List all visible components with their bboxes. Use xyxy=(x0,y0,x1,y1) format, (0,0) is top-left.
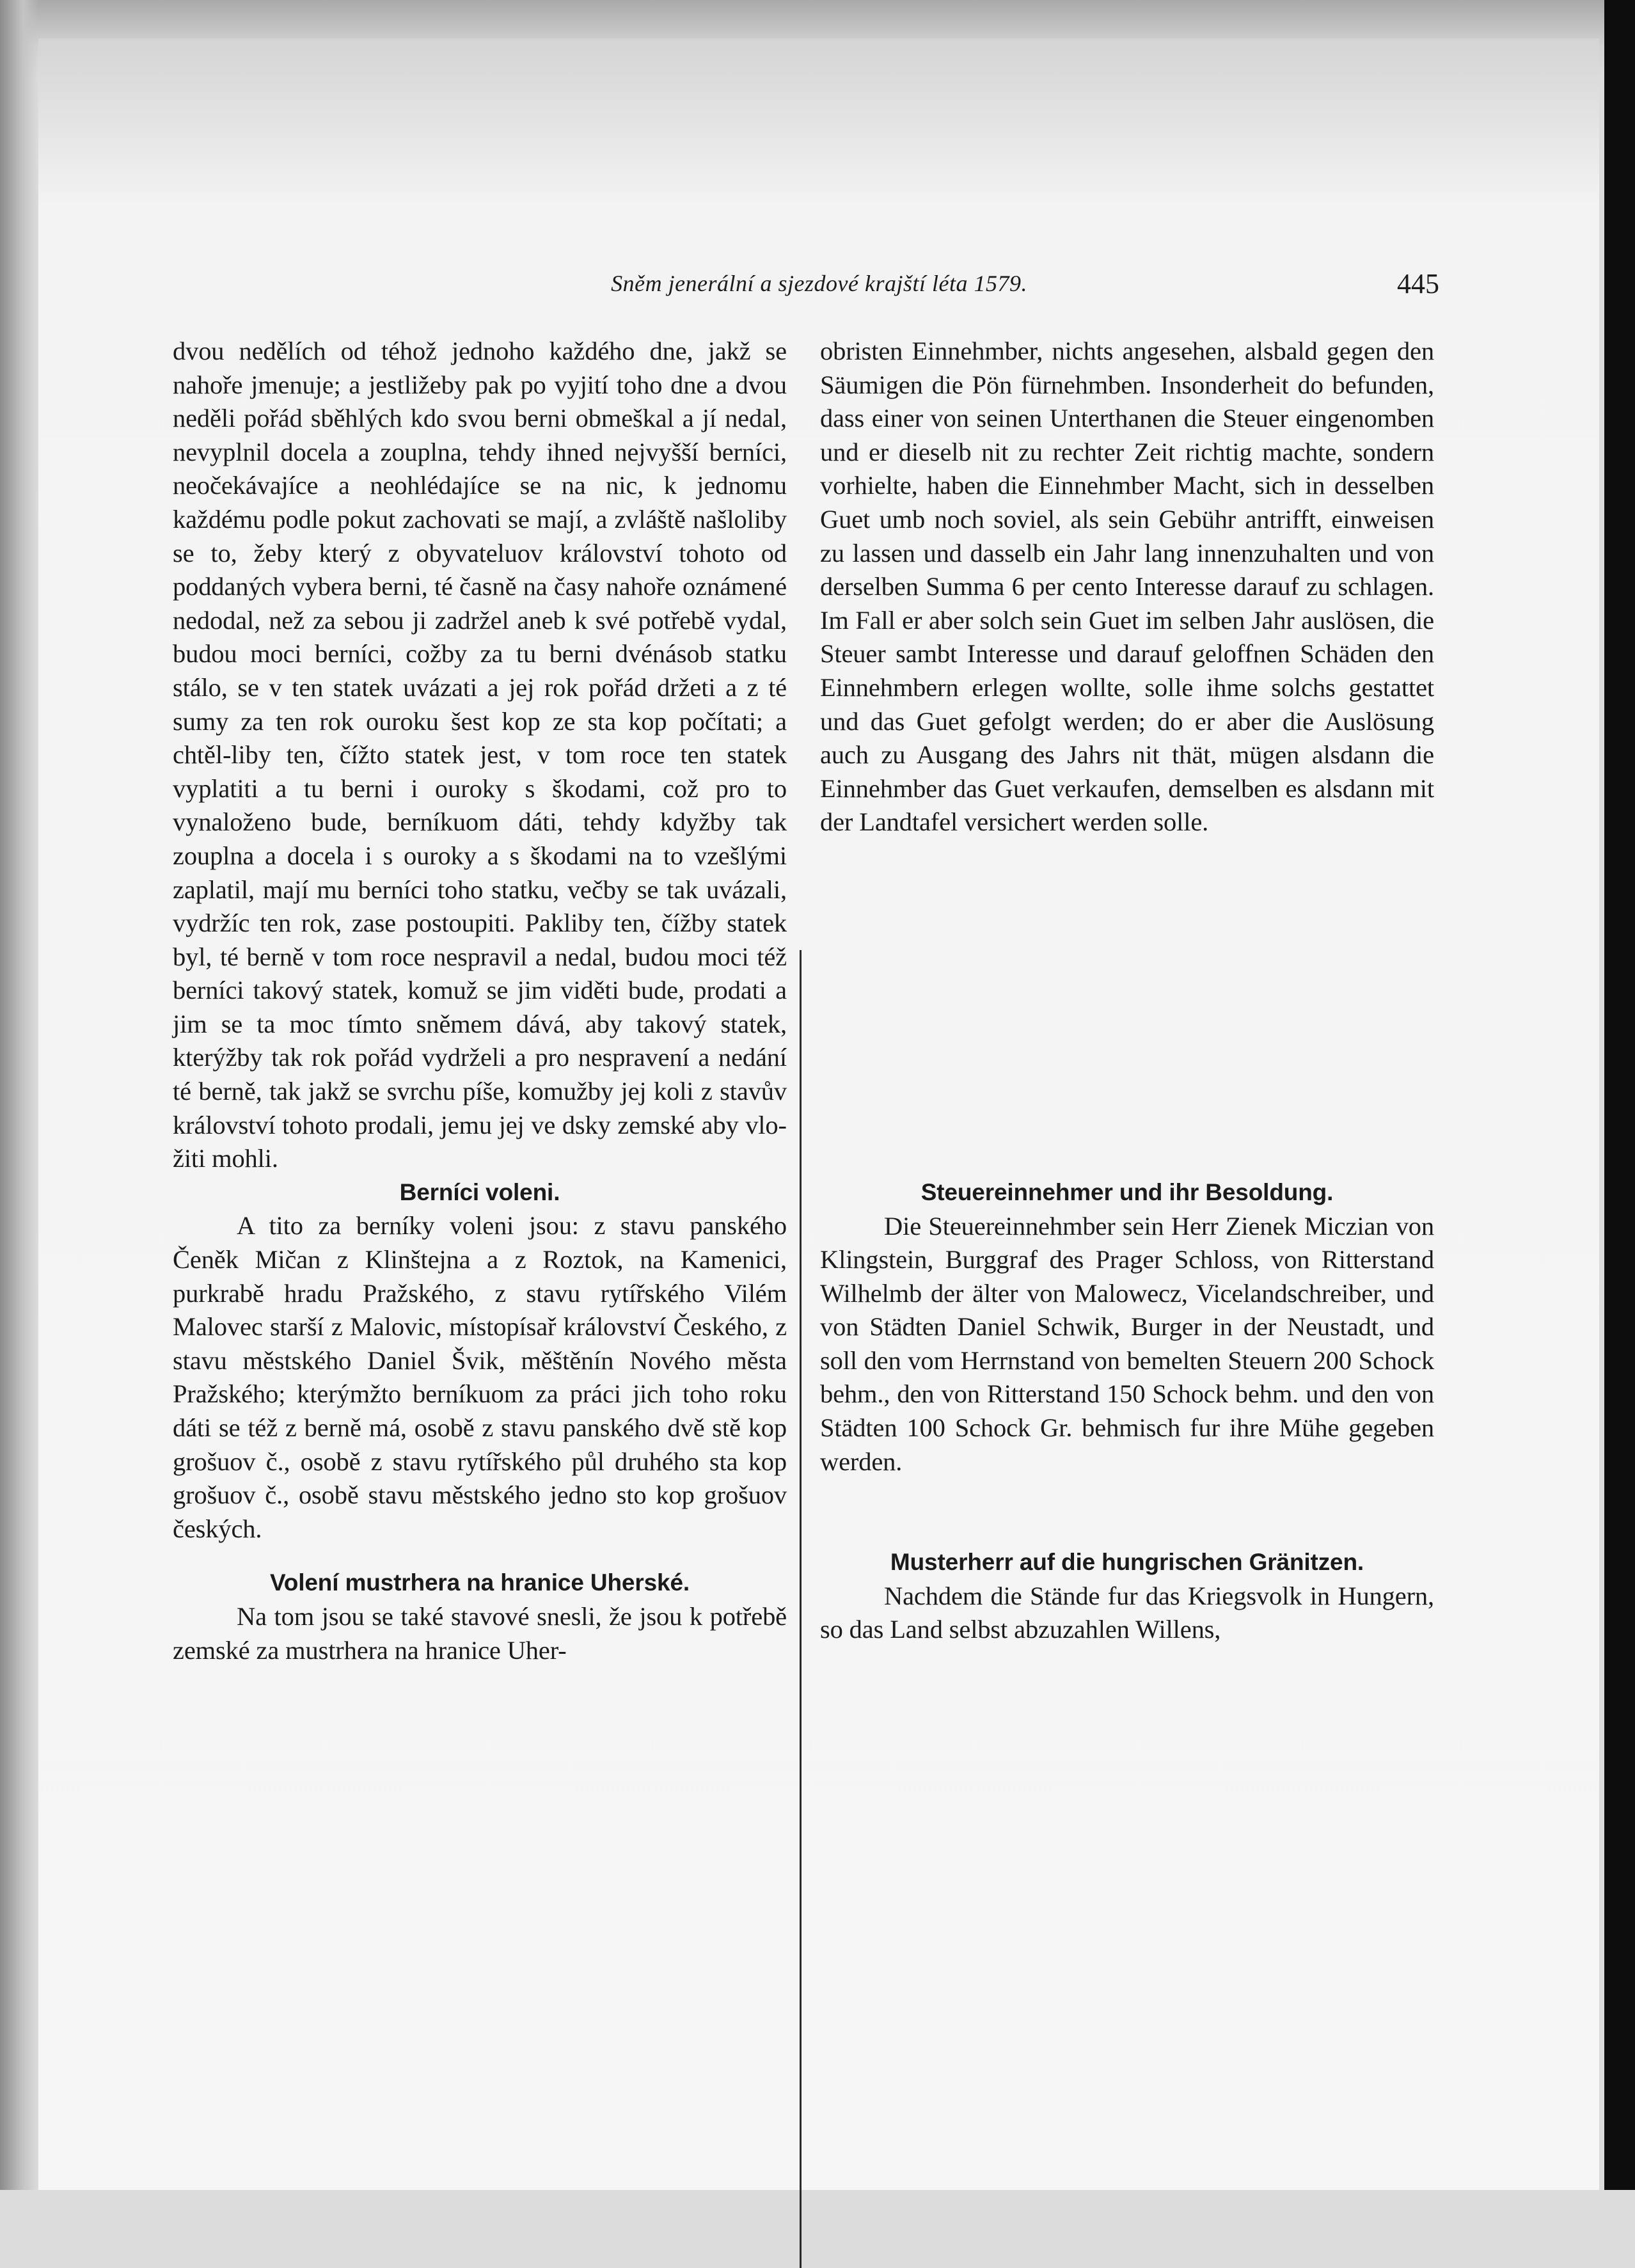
book-page xyxy=(38,38,1599,2190)
right-column-gap-2 xyxy=(820,1479,1434,1546)
left-column-czech xyxy=(173,335,787,1667)
right-heading-steuereinnehmer: Steuereinnehmer und ihr Besoldung. xyxy=(920,1178,1334,1205)
right-column-german xyxy=(820,335,1434,1647)
right-paragraph-2: Die Steuereinnehmber sein Herr Zienek Miczian von Klingstein, Burggraf des Prager Schloss, von Ritterstand Wilhelmb der älter von Malowecz, Vicelandschreiber, und von Städten Daniel Schwik, Burger in der Neustadt, und soll den vom Herrnstand von bemelten Steuern 200 Schock behm., den von Ritterstand 150 Schock behm. und den von Städten 100 Schock Gr. behmisch fur ihre Mühe gegeben werden. xyxy=(820,1211,1434,1476)
left-paragraph-2: A tito za berníky voleni jsou: z stavu panského Čeněk Mičan z Klinštejna a z Roztok, na Kamenici, purkrabě hradu Pražského, z stavu rytířského Vilém Malovec starší z Malovic, místopísař království Českého, z stavu městského Daniel Švik, měštěnín Nového města Pražského; kterýmžto berníkuom za práci jich toho roku dáti se též z berně má, osobě z stavu panského dvě stě kop grošuov č., osobě z stavu rytířského půl druhého sta kop grošuov č., osobě stavu městského jedno sto kop grošuov českých. xyxy=(173,1211,787,1543)
left-heading-voleni-mustrhera: Volení mustrhera na hranice Uherské. xyxy=(269,1569,690,1596)
left-paragraph-1: dvou nedělích od téhož jednoho každého dne, jakž se nahoře jmenuje; a jestližeby pak po vyjití toho dne a dvou neděli pořád sběhlých kdo svou berni obmeškal a jí nedal, nevyplnil docela a zouplna, tehdy ihned nejvyšší berníci, neočekávajíce a neohlédajíce se na nic, k jednomu každému podle pokut zachovati se mají, a zvláště našloliby se to, žeby který z obyvateluov království tohoto od poddaných vybera berni, té časně na časy nahoře oznámené nedodal, než za sebou ji zadržel aneb k své potřebě vydal, budou moci berníci, cožby za tu berni dvénásob statku stálo, se v ten statek uvázati a jej rok pořád držeti a z té sumy za ten rok ouroku šest kop ze sta kop počítati; a chtěl-liby ten, čížto statek jest, v tom roce ten statek vyplatiti a tu berni i ouroky s škodami, což pro to vynaloženo bude, berníkuom dáti, tehdy kdyžby tak zouplna a docela i s ouroky a s škodami na to vzešlými zaplatil, mají mu berníci toho statku, večby se tak uvázali, vydržíc ten rok, zase postoupiti. Pakliby ten, čížby statek byl, té berně v tom roce nespravil a nedal, budou moci též berníci takový statek, komuž se jim viděti bude, prodati a jim se ta moc tímto sněmem dává, aby takový statek, kterýžby tak rok pořád vydrželi a pro nespravení a nedání té berně, tak jakž se svrchu píše, komužby jej koli z stavův království tohoto prodali, jemu jej ve dsky zemské aby vložiti mohli. xyxy=(173,337,787,1173)
left-paragraph-3: Na tom jsou se také stavové snesli, že jsou k potřebě zemské za mustrhera na hranice Uher- xyxy=(173,1601,787,1665)
right-paragraph-1: obristen Einnehmber, nichts angesehen, alsbald gegen den Säumigen die Pön fürnehmben. Insonderheit do befunden, dass einer von seinen Unterthanen die Steuer eingenomben und er dieselb nit zu rechter Zeit richtig machte, sondern vorhielte, haben die Einnehmber Macht, sich in desselben Guet umb noch soviel, als sein Gebühr antrifft, einweisen zu lassen und dasselb ein Jahr lang innenzuhalten und von derselben Summa 6 per cento Interesse darauf zu schlagen. Im Fall er aber solch sein Guet im selben Jahr auslösen, die Steuer sambt Interesse und darauf geloffnen Schäden den Einnehmbern erlegen wollte, solle ihme solchs gestattet und das Guet gefolgt werden; do er aber die Auslösung auch zu Ausgang des Jahrs nit thät, mügen alsdann die Einnehmber das Guet verkaufen, demselben es alsdann mit der Landtafel versichert werden solle. xyxy=(820,337,1434,837)
left-heading-bernici-voleni: Berníci voleni. xyxy=(399,1178,560,1205)
right-heading-musterherr: Musterherr auf die hungrischen Gränitzen. xyxy=(890,1549,1364,1576)
scan-border-right xyxy=(1604,0,1635,2190)
page-number: 445 xyxy=(1397,268,1439,299)
scan-shadow-left xyxy=(0,0,38,2190)
right-column-gap xyxy=(820,839,1434,1176)
running-title: Sněm jenerální a sjezdové krajští léta 1579. xyxy=(611,271,1027,296)
right-paragraph-3: Nachdem die Stände fur das Kriegsvolk in Hungern, so das Land selbst abzuzahlen Willens, xyxy=(820,1581,1434,1644)
column-divider xyxy=(800,950,802,2268)
